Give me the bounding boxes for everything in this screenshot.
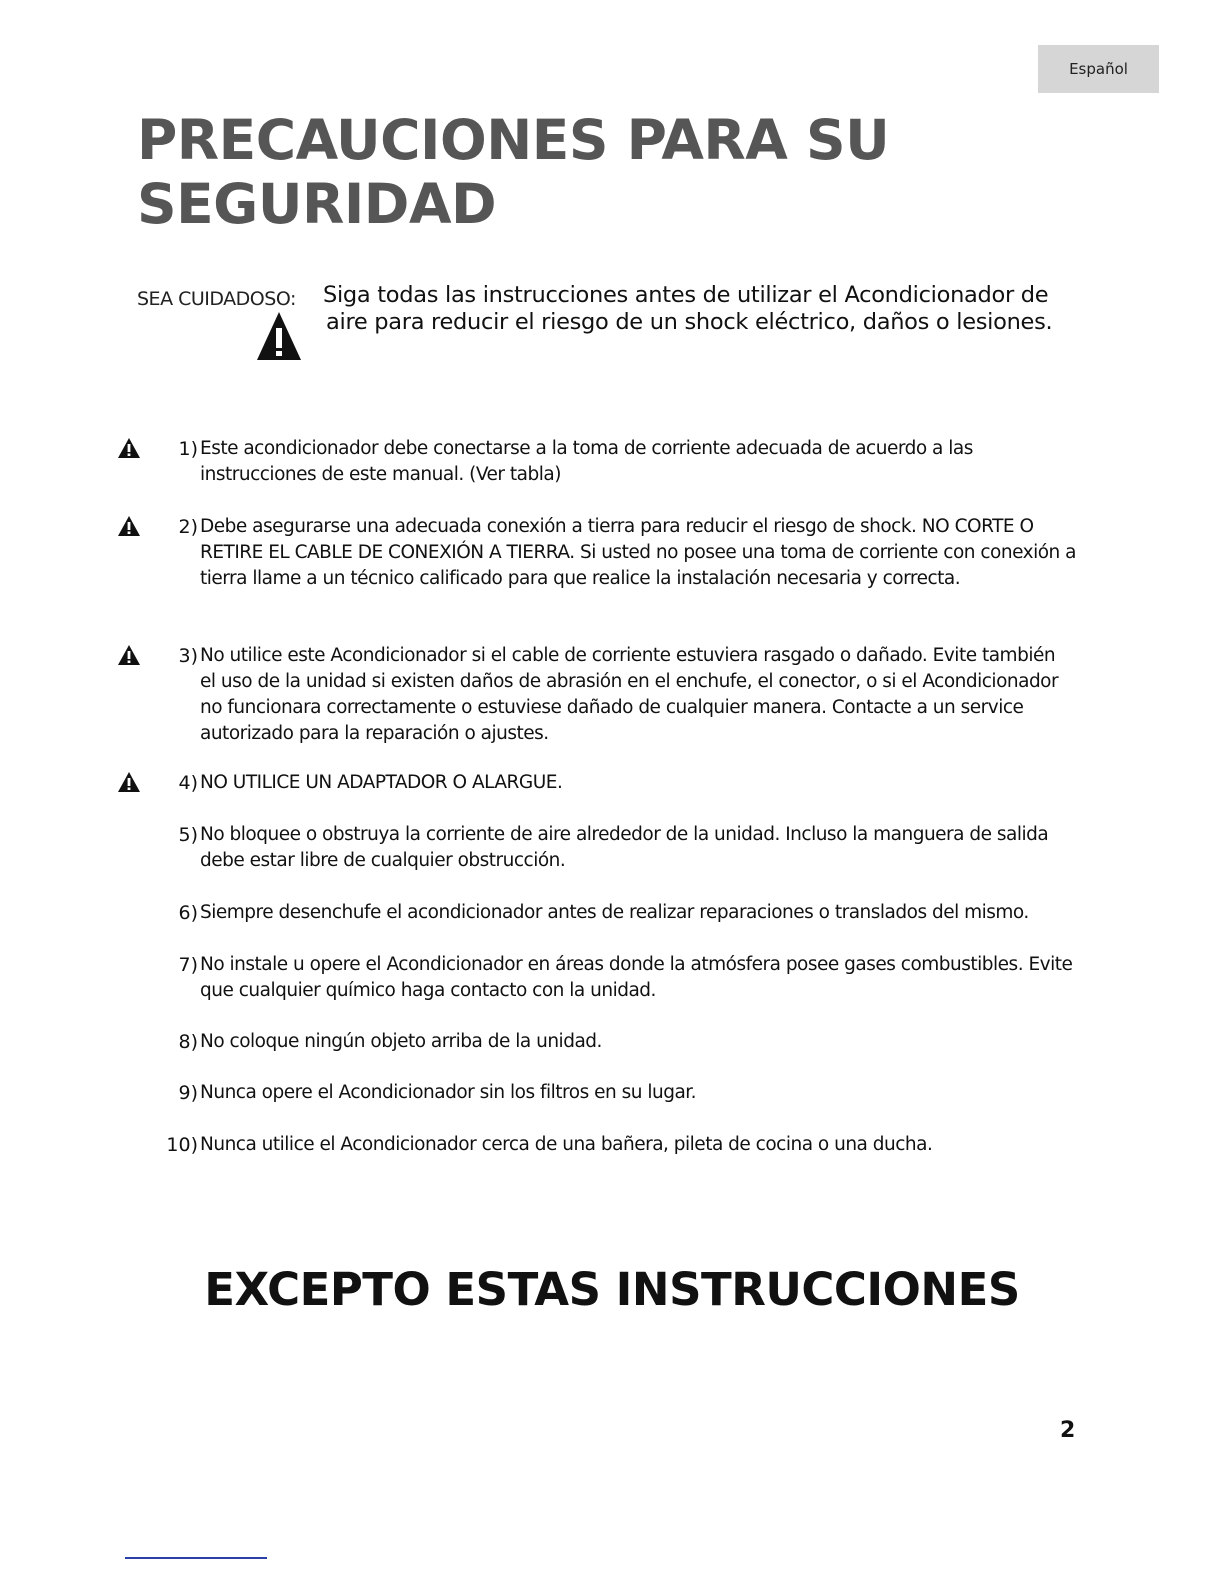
- item-text: No instale u opere el Acondicionador en áreas donde la atmósfera posee gases combustibles. Evite que cualquier químico haga contacto con la unidad.: [200, 954, 1073, 1001]
- warning-triangle-icon: [118, 516, 140, 536]
- language-tab[interactable]: Español: [1038, 45, 1159, 93]
- footer-title: EXCEPTO ESTAS INSTRUCCIONES: [204, 1263, 1020, 1316]
- item-number: 10): [166, 1134, 198, 1156]
- item-text: No utilice este Acondicionador si el cable de corriente estuviera rasgado o dañado. Evite también el uso de la unidad si existen daños de abrasión en el enchufe, el conector, o si el Acondicionador no funcionara correctamente o estuviese dañado de cualquier manera. Contacte a un service autorizado para la reparación o ajustes.: [200, 645, 1059, 744]
- item-text: Nunca utilice el Acondicionador cerca de una bañera, pileta de cocina o una ducha.: [200, 1134, 933, 1155]
- item-text: No coloque ningún objeto arriba de la unidad.: [200, 1031, 602, 1052]
- item-text: No bloquee o obstruya la corriente de aire alrededor de la unidad. Incluso la manguera de salida debe estar libre de cualquier obstrucción.: [200, 824, 1049, 871]
- item-number: 5): [178, 824, 198, 846]
- page-title-line1: PRECAUCIONES PARA SU: [137, 108, 890, 172]
- warning-triangle-icon: [118, 645, 140, 665]
- item-number: 1): [178, 438, 198, 460]
- warning-triangle-icon: [118, 438, 140, 458]
- item-text: Debe asegurarse una adecuada conexión a tierra para reducir el riesgo de shock. NO CORTE O RETIRE EL CABLE DE CONEXIÓN A TIERRA. Si usted no posee una toma de corriente con conexión a tierra llame a un técnico calificado para que realice la instalación necesaria y correcta.: [200, 516, 1077, 589]
- footnote-divider: [125, 1557, 267, 1559]
- item-text: Nunca opere el Acondicionador sin los filtros en su lugar.: [200, 1082, 697, 1103]
- item-text: Siempre desenchufe el acondicionador antes de realizar reparaciones o translados del mismo.: [200, 902, 1029, 923]
- item-number: 9): [178, 1082, 198, 1104]
- page-title-line2: SEGURIDAD: [137, 172, 497, 236]
- warning-triangle-icon: [255, 310, 303, 362]
- caution-text-line1: Siga todas las instrucciones antes de utilizar el Acondicionador de: [323, 282, 1049, 308]
- caution-text-line2: aire para reducir el riesgo de un shock eléctrico, daños o lesiones.: [326, 309, 1053, 335]
- item-text: NO UTILICE UN ADAPTADOR O ALARGUE.: [200, 772, 563, 793]
- item-number: 3): [178, 645, 198, 667]
- item-number: 6): [178, 902, 198, 924]
- caution-label: SEA CUIDADOSO:: [137, 288, 296, 310]
- warning-triangle-icon: [118, 772, 140, 792]
- item-text: Este acondicionador debe conectarse a la toma de corriente adecuada de acuerdo a las instrucciones de este manual. (Ver tabla): [200, 438, 973, 485]
- item-number: 4): [178, 772, 198, 794]
- caution-text: [323, 282, 1093, 336]
- item-number: 2): [178, 516, 198, 538]
- page-number: 2: [1060, 1418, 1076, 1443]
- page-title: [137, 108, 889, 236]
- item-number: 7): [178, 954, 198, 976]
- item-number: 8): [178, 1031, 198, 1053]
